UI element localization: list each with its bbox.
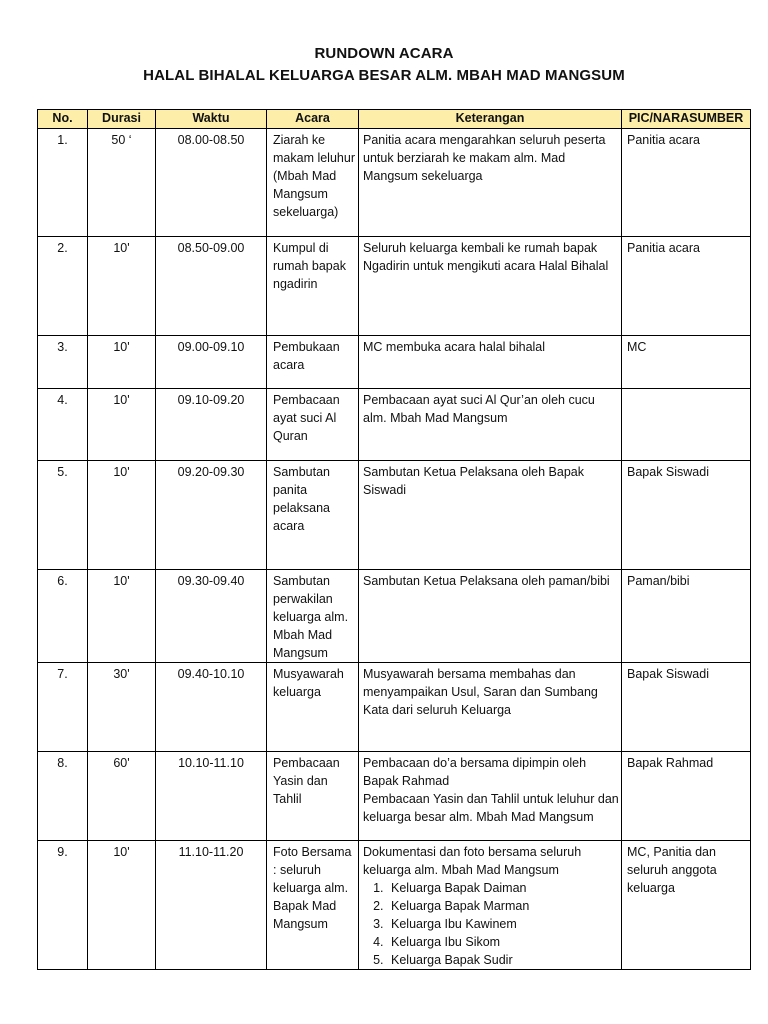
cell-waktu: 09.20-09.30 xyxy=(156,461,267,570)
list-item: 4. Keluarga Ibu Sikom xyxy=(387,933,619,951)
cell-durasi: 10' xyxy=(88,237,156,336)
cell-acara: Sambutan perwakilan keluarga alm. Mbah Mad Mangsum xyxy=(267,570,359,663)
cell-pic: Bapak Siswadi xyxy=(622,663,751,752)
document-subtitle: HALAL BIHALAL KELUARGA BESAR ALM. MBAH MAD MANGSUM xyxy=(143,67,625,84)
cell-keterangan: MC membuka acara halal bihalal xyxy=(359,336,622,389)
table-row xyxy=(38,752,751,841)
cell-pic: Panitia acara xyxy=(622,237,751,336)
cell-waktu: 08.00-08.50 xyxy=(156,129,267,237)
table-row xyxy=(38,336,751,389)
cell-no: 2. xyxy=(38,237,88,336)
table-row xyxy=(38,841,751,970)
cell-no: 6. xyxy=(38,570,88,663)
cell-no: 9. xyxy=(38,841,88,970)
cell-acara: Musyawarah keluarga xyxy=(267,663,359,752)
cell-pic: Bapak Rahmad xyxy=(622,752,751,841)
cell-acara: Sambutan panita pelaksana acara xyxy=(267,461,359,570)
cell-acara: Pembacaan ayat suci Al Quran xyxy=(267,389,359,461)
table-row xyxy=(38,389,751,461)
cell-keterangan: Sambutan Ketua Pelaksana oleh paman/bibi xyxy=(359,570,622,663)
cell-pic: Bapak Siswadi xyxy=(622,461,751,570)
header-no: No. xyxy=(38,110,88,129)
family-list xyxy=(363,879,619,969)
table-row xyxy=(38,237,751,336)
cell-acara: Foto Bersama : seluruh keluarga alm. Bapak Mad Mangsum xyxy=(267,841,359,970)
cell-keterangan: Panitia acara mengarahkan seluruh peserta untuk berziarah ke makam alm. Mad Mangsum sekeluarga xyxy=(359,129,622,237)
cell-pic: Paman/bibi xyxy=(622,570,751,663)
keterangan-line: Dokumentasi dan foto bersama seluruh keluarga alm. Mbah Mad Mangsum xyxy=(363,845,582,877)
cell-durasi: 10' xyxy=(88,336,156,389)
keterangan-line: Pembacaan Yasin dan Tahlil untuk leluhur dan keluarga besar alm. Mbah Mad Mangsum xyxy=(363,792,619,824)
cell-durasi: 30' xyxy=(88,663,156,752)
cell-waktu: 09.00-09.10 xyxy=(156,336,267,389)
table-row xyxy=(38,570,751,663)
cell-pic: MC xyxy=(622,336,751,389)
cell-waktu: 11.10-11.20 xyxy=(156,841,267,970)
cell-keterangan xyxy=(359,752,622,841)
keterangan-line: Pembacaan do’a bersama dipimpin oleh Bapak Rahmad xyxy=(363,756,587,788)
cell-keterangan: Pembacaan ayat suci Al Qur’an oleh cucu alm. Mbah Mad Mangsum xyxy=(359,389,622,461)
cell-pic: Panitia acara xyxy=(622,129,751,237)
cell-no: 4. xyxy=(38,389,88,461)
cell-keterangan: Sambutan Ketua Pelaksana oleh Bapak Siswadi xyxy=(359,461,622,570)
list-item: 5. Keluarga Bapak Sudir xyxy=(387,951,619,969)
header-durasi: Durasi xyxy=(88,110,156,129)
header-waktu: Waktu xyxy=(156,110,267,129)
header-keterangan: Keterangan xyxy=(359,110,622,129)
rundown-table xyxy=(37,109,751,970)
cell-durasi: 10' xyxy=(88,389,156,461)
cell-waktu: 09.30-09.40 xyxy=(156,570,267,663)
header-pic: PIC/NARASUMBER xyxy=(622,110,751,129)
cell-waktu: 09.40-10.10 xyxy=(156,663,267,752)
cell-waktu: 10.10-11.10 xyxy=(156,752,267,841)
cell-no: 3. xyxy=(38,336,88,389)
cell-durasi: 10' xyxy=(88,841,156,970)
cell-keterangan xyxy=(359,841,622,970)
cell-no: 7. xyxy=(38,663,88,752)
cell-no: 5. xyxy=(38,461,88,570)
table-row xyxy=(38,663,751,752)
cell-pic xyxy=(622,389,751,461)
cell-durasi: 60' xyxy=(88,752,156,841)
cell-pic: MC, Panitia dan seluruh anggota keluarga xyxy=(622,841,751,970)
cell-waktu: 08.50-09.00 xyxy=(156,237,267,336)
cell-acara: Pembacaan Yasin dan Tahlil xyxy=(267,752,359,841)
cell-keterangan: Musyawarah bersama membahas dan menyampaikan Usul, Saran dan Sumbang Kata dari seluruh Keluarga xyxy=(359,663,622,752)
table-row xyxy=(38,129,751,237)
cell-no: 1. xyxy=(38,129,88,237)
cell-acara: Ziarah ke makam leluhur (Mbah Mad Mangsum sekeluarga) xyxy=(267,129,359,237)
document-title: RUNDOWN ACARA xyxy=(314,45,454,62)
list-item: 3. Keluarga Ibu Kawinem xyxy=(387,915,619,933)
cell-acara: Pembukaan acara xyxy=(267,336,359,389)
cell-no: 8. xyxy=(38,752,88,841)
cell-durasi: 10' xyxy=(88,461,156,570)
list-item: 2. Keluarga Bapak Marman xyxy=(387,897,619,915)
cell-acara: Kumpul di rumah bapak ngadirin xyxy=(267,237,359,336)
cell-durasi: 10' xyxy=(88,570,156,663)
cell-waktu: 09.10-09.20 xyxy=(156,389,267,461)
header-acara: Acara xyxy=(267,110,359,129)
cell-durasi: 50 ‘ xyxy=(88,129,156,237)
list-item: 1. Keluarga Bapak Daiman xyxy=(387,879,619,897)
table-header-row xyxy=(38,110,751,129)
cell-keterangan: Seluruh keluarga kembali ke rumah bapak Ngadirin untuk mengikuti acara Halal Bihalal xyxy=(359,237,622,336)
table-row xyxy=(38,461,751,570)
